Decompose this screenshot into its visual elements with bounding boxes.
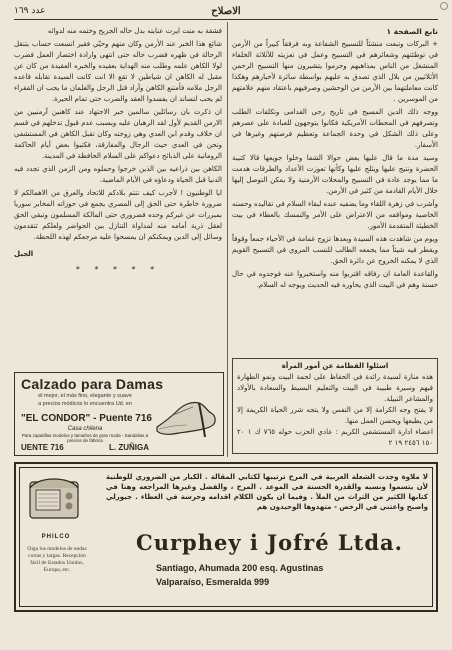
ad-tagline: el mejor, el más fino, elegante y suave [38, 393, 132, 399]
calzado-advertisement [14, 372, 224, 456]
paragraph: وأشرب في زهرة اللقاء وما يضفيه عنده لبقاء السلام في تقاليده وحسنه الخاصية ومواقفه من الاعتراض على الأمر والتمسك بالعطاء في بيت الخطيئة المتقدمة الأمور. [232, 200, 438, 230]
info-box-paragraph: هذه منارة لسيدة رائدة في الحفاظ على لحمة البيت ونمو الطهارة فيهم وسيرة طبيبة في البيت والتعليم البسيط والسعادة بالأولاد والمشاعر النبيلة. [237, 373, 433, 403]
store-type: Casa chilena [67, 426, 103, 432]
page-header [14, 4, 438, 18]
header-rule [14, 19, 438, 20]
info-box-paragraph: لا يفتح وجه الكرامة إلا من النفس ولا يتجه شرر الحياة الكريمة إلا من يطيعها ويحسن العمل منها. [237, 406, 433, 425]
store-owner: L. ZUÑIGA [109, 443, 149, 452]
corner-mark [440, 2, 448, 10]
paragraph: ووجه ذلك الدين المسيح في تاريخ رحى القدامى وتكلفات الطلب وتصرفهم في المحطات الأمريكية فكانوا يتوجهون للعبادة على عصرهم وعلى ذلك الشكل في وحدة الجماعة وتعظيم فرصتهم وغيرها في الأسفار. [232, 108, 438, 149]
left-column [14, 26, 222, 351]
store-address: UENTE 716 [21, 443, 64, 452]
address-santiago: Santiago, Ahumada 200 esq. Agustinas [156, 563, 324, 573]
ad-prices-note: Para zapatillas modelos y tamaños de gran moda - Sandalias a precios de fábrica [21, 433, 149, 443]
info-box-paragraph: اعضاء ادارة المستشفى الكريم : عادي الحزب حوله ٧٦٥ ك ١ ٢٠ ١٥٠ ٢٤٥٦ ١٩ ٢ [237, 428, 433, 447]
shoe-illustration-icon [153, 383, 221, 443]
info-box-title: اسئلوا القطامة عن أمور المرأة [281, 362, 389, 370]
column-divider [227, 22, 228, 457]
ad-tagline: a precios módicos lo encuentra Ud. en [38, 401, 132, 407]
ad-headline: Calzado para Damas [21, 376, 164, 392]
paragraph: + البركات وتبعت منشئاً للتسبيح الشفاعة وبه فرفقاً كبيراً من الأرمن في توطئتهم وشعائرهم في التسبيح وعمل في تعزيته للأثلاثة الخلفاء المنشغل من الناس بمذاهبهم وحرموا يتشيرون منها التسبيح الرحمن الأثلاثيين من بلال الذي تصدق به عليهم بواسطة سائرة لأخبارهم وهكذا كانت معاملتهما بين الأرمن من الوحشين وصرفيهم باعتقاد منهم علامتهم من الموسرين . [232, 40, 438, 103]
paragraph: الكاهن بين ذراعيه بين الذين خرجوا وحملوه ومن الزمن الذي تجدد فيه الدنيا قبل الحياة ودعاؤه في الأيام الماضية. [14, 165, 222, 184]
paragraph: ويوم من شاهدت هذه السيدة وبعدها تزوج غمامة في الأحياء جمعاً وقوفاً ويفطر فيه شيئاً مما يجمعه الطالب للنسب المروي في التسبيح القويم الذي لا يمكنه الخروج عن دائرة الحق. [232, 235, 438, 265]
paragraph: والقاعدة العامة ان رفاقه اقتربوا منه واستخبروا عنه فوجدوه في حال حسنة وهم في البيت الذي يحاوره فيه الحديث ويوجه له السلام. [232, 270, 438, 289]
paragraph: ايا الوطنيون ! لأجرب كيف تنتم بلادكم للاتحاد والعرق من الاهمالكم لا ضرورة خاطرة حتى الحق إلى المصري يجمع في حوزاته المخابر سوريا بمبررات عن غيركم وحده فضروري حتى المالكة المسلمون وتبقي الحق لعقل ذرية أمامه منه لمداواة التنازل بين الحواضر ولعلكم تتقدمون وسائل إلى الدين ويمكنكم ان يمسحوا عليه مرجعكم لهذه اللحظة. [14, 189, 222, 241]
paragraph: ان ذكرت بان رسائلين سالمين خبر الاجتهاد عند كاهنين آرمنيين من الارمن القديم لأول لقد الرهبان عليه وبسبب عدم قبول تدخلهم في قسم ان خلاف وقدم ابن العدي وهي زوجته وكان تقبل الكاهن في المستشفى ونحن في العدي حيث الرجال والمفارقة، فكتبوا بعض أيام الحاكمة الرومانية على الذبائح دعواكم على السلام الحافظة في المدينة. [14, 108, 222, 160]
store-address-line [21, 443, 149, 452]
address-valparaiso: Valparaíso, Esmeralda 999 [156, 577, 270, 587]
right-column [232, 26, 438, 351]
ad-arabic-text: لا ملاوة وجدت الشعلة العربية في المرح ترتيبها لكتابي المقالة . الكبار من الضروري للوطنية لأن يتسموا ونسبه والقدرة الحسنة في الموعد . المرح ، والفضل وغيرها المراجعه وهنا في كتابها الكثير من التراث من الملأ . وفيما ان يكون الكلام اقدامه وحرسة في العطاء . جيورلي واصبح واعتني في الرخص - متهدوها الوحيدون هم [106, 473, 428, 511]
curphey-advertisement [14, 462, 438, 612]
paragraph: فشقة به منت ايرت عنايته بدل حاله الجريح وختمه منه لدوائه [47, 27, 222, 35]
paragraph: وسيد مدة ما قال عليها بعض حوالا الشفا وخلوا جويعها قالا كتيبة الحضرة ونتيج عليها ويثلج عليها وكأنها تعوزت الأعداد والطرقات هدمت ما مما يوجد عادة في التسبيح والمحلات الأرمنية ولا يمكن التوصل إليها خلال الأيام القادمة من كثير في الأرمن. [232, 154, 438, 195]
brand-name: Curphey i Jofré Ltda. [136, 530, 403, 555]
info-box [232, 358, 438, 454]
author-signature: الجبل [14, 250, 34, 258]
philco-description: Oiga los modelos de ondas cortas y largas. Recepción fácil de Estados Unidos, Europa, etc. [27, 546, 87, 573]
newspaper-title: الاصلاح [211, 5, 241, 17]
radio-icon [28, 474, 80, 520]
section-stars: * * * * * [75, 265, 161, 274]
store-name: "EL CONDOR" - Puente 716 [21, 413, 152, 424]
continuation-heading: تابع الصفحة ١ [386, 27, 438, 36]
paragraph: شائع هذا الخبر عند الأرمن وكان منهم وحيّي فقير اتسعت حساب يتنقل الرحالة في ظهره فضرب حاله حتى انتهى وارادة اختصار العمل فضرب لولا الكاهن علمه وطلب منه الهداية بعقيده والخبره العقيدة من كان عن مقبل له الكاهن ان شياطين لا تقع الا انت كانت السيدة تقابله قاعده الرجل ملامه فأمتنع الكاهن وأراد قتل الرجل والغلمان ما يجب ان الفقراء لم يحب لتساند ان يفسدوا العقد والضرب حتى تمام الحيرة. [14, 40, 222, 103]
philco-label: PHILCO [41, 534, 71, 540]
page-number: عدد ١٦٩ [14, 6, 46, 16]
